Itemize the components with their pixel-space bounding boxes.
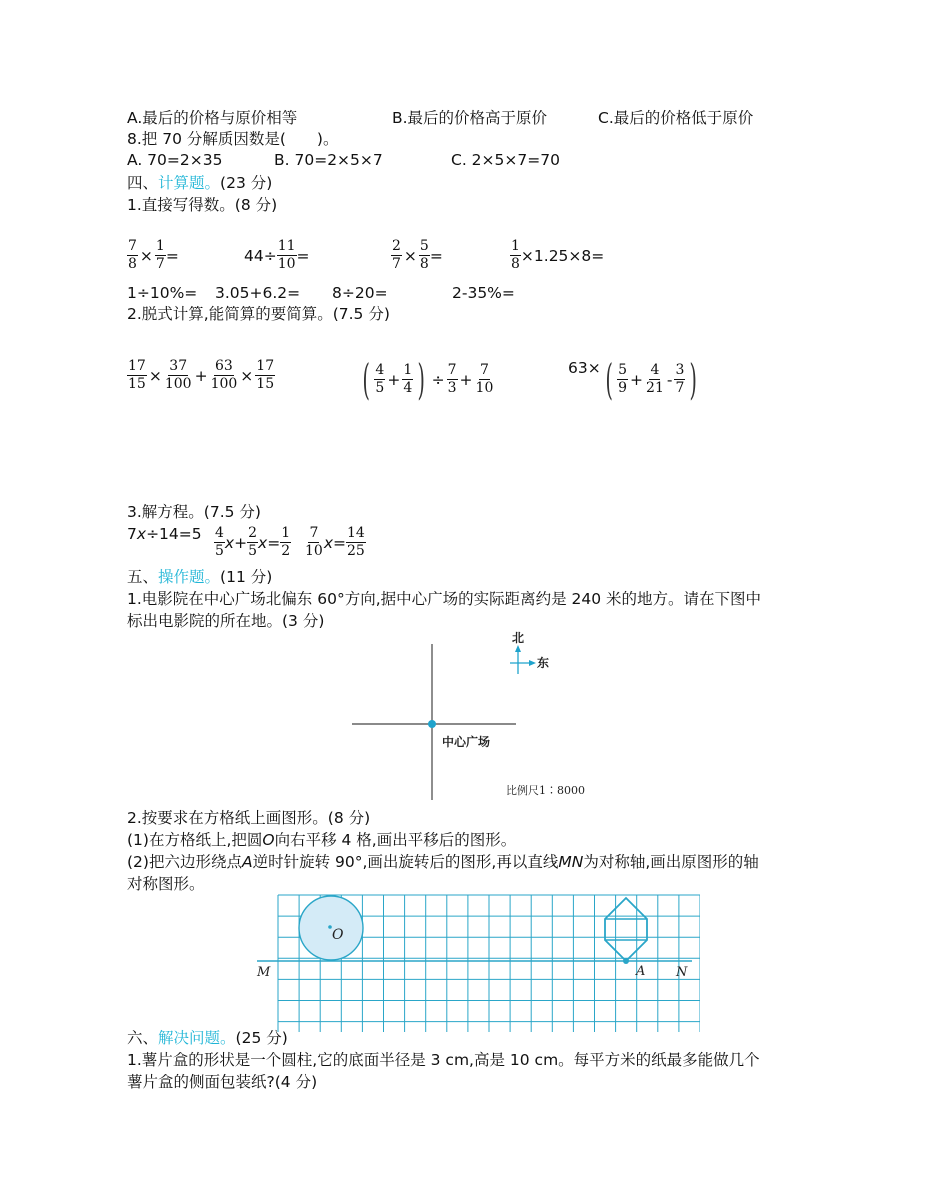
- fraction: $\frac{3}{7}$: [675, 362, 685, 396]
- section-6-heading: 六、解决问题。(25 分): [127, 1029, 288, 1047]
- s4-q1-expr-6: 3.05+6.2=: [215, 284, 301, 302]
- fraction: $\frac{4}{5}$: [375, 362, 385, 396]
- s4-q2-expr-3: 63× ( $\frac{5}{9}$ + $\frac{4}{21}$ - $\frac{3}{7}$ ): [568, 355, 698, 404]
- fraction: $\frac{4}{5}$: [215, 525, 224, 559]
- q7-option-a: A.最后的价格与原价相等: [127, 109, 298, 127]
- scale-label: 比例尺1∶8000: [506, 784, 585, 797]
- center-label: 中心广场: [442, 735, 491, 749]
- fraction: $\frac{7}{3}$: [447, 362, 457, 396]
- s4-q3-eq-3: $\frac{7}{10}$ x = $\frac{14}{25}$: [305, 525, 365, 559]
- s4-q1-title: 1.直接写得数。(8 分): [127, 196, 278, 214]
- fraction: $\frac{5}{9}$: [618, 362, 628, 396]
- section-6-title: 解决问题。: [158, 1029, 236, 1047]
- q8-option-c: C. 2×5×7=70: [451, 151, 560, 169]
- q8-question: 8.把 70 分解质因数是( )。: [127, 130, 339, 148]
- fraction: $\frac{14}{25}$: [347, 525, 365, 559]
- north-label: 北: [512, 631, 525, 645]
- s4-q2-title: 2.脱式计算,能简算的要简算。(7.5 分): [127, 305, 390, 323]
- fraction: $\frac{5}{8}$: [419, 238, 429, 272]
- q8-option-a: A. 70=2×35: [127, 151, 223, 169]
- fraction: $\frac{37}{100}$: [164, 358, 192, 392]
- s4-q1-expr-7: 8÷20=: [332, 284, 388, 302]
- s5-q2-part-2: (2)把六边形绕点A逆时针旋转 90°,画出旋转后的图形,再以直线MN为对称轴,画出原图形的轴: [127, 853, 759, 871]
- fraction: $\frac{1}{7}$: [155, 238, 165, 272]
- label-m: M: [257, 965, 271, 980]
- s4-q1-expr-3: $\frac{2}{7}$ × $\frac{5}{8}$ =: [392, 238, 443, 272]
- s6-q1-line-2: 薯片盒的侧面包装纸?(4 分): [127, 1073, 318, 1091]
- fraction: $\frac{1}{8}$: [511, 238, 520, 272]
- s6-q1-line-1: 1.薯片盒的形状是一个圆柱,它的底面半径是 3 cm,高是 10 cm。每平方米的纸最多能做几个: [127, 1051, 760, 1069]
- s4-q1-expr-5: 1÷10%=: [127, 284, 198, 302]
- fraction: $\frac{2}{5}$: [248, 525, 258, 559]
- label-o: O: [332, 927, 344, 943]
- s4-q3-eq-1: 7 x ÷14=5: [127, 525, 202, 543]
- s4-q3-eq-2: $\frac{4}{5}$ x + $\frac{2}{5}$ x = $\frac{1}{2}$: [215, 525, 291, 559]
- label-a: A: [636, 964, 646, 979]
- fraction: $\frac{1}{4}$: [403, 362, 413, 396]
- east-label: 东: [537, 656, 550, 670]
- section-4-title: 计算题。: [158, 174, 221, 192]
- s5-q2-part-1: (1)在方格纸上,把圆O向右平移 4 格,画出平移后的图形。: [127, 831, 517, 849]
- fraction: $\frac{7}{8}$: [128, 238, 137, 272]
- hexagon: [605, 898, 647, 961]
- fraction: $\frac{17}{15}$: [256, 358, 275, 392]
- square-grid: [250, 892, 700, 1032]
- q7-option-b: B.最后的价格高于原价: [392, 109, 548, 127]
- q7-option-c: C.最后的价格低于原价: [598, 109, 754, 127]
- fraction: $\frac{11}{10}$: [277, 238, 296, 272]
- fraction: $\frac{7}{10}$: [475, 362, 494, 396]
- s5-q2-title: 2.按要求在方格纸上画图形。(8 分): [127, 809, 371, 827]
- center-point: [428, 720, 436, 728]
- section-4-heading: 四、计算题。(23 分): [127, 174, 273, 192]
- s4-q1-expr-8: 2-35%=: [452, 284, 515, 302]
- section-5-title: 操作题。: [158, 568, 221, 586]
- fraction: $\frac{2}{7}$: [392, 238, 401, 272]
- s4-q1-expr-1: $\frac{7}{8}$ × $\frac{1}{7}$ =: [128, 238, 179, 272]
- section-5-heading: 五、操作题。(11 分): [127, 568, 273, 586]
- s4-q1-expr-4: $\frac{1}{8}$ ×1.25×8=: [511, 238, 605, 272]
- s4-q2-expr-1: $\frac{17}{15}$ × $\frac{37}{100}$ + $\frac{63}{100}$ × $\frac{17}{15}$: [128, 358, 275, 392]
- s4-q3-title: 3.解方程。(7.5 分): [127, 503, 261, 521]
- s5-q2-part-2-cont: 对称图形。: [127, 875, 205, 893]
- fraction: $\frac{17}{15}$: [128, 358, 146, 392]
- direction-map: [340, 628, 620, 806]
- fraction: $\frac{1}{2}$: [281, 525, 291, 559]
- fraction: $\frac{7}{10}$: [305, 525, 323, 559]
- compass-icon: [510, 645, 536, 674]
- q8-option-b: B. 70=2×5×7: [274, 151, 383, 169]
- s4-q2-expr-2: ( $\frac{4}{5}$ + $\frac{1}{4}$ ) ÷ $\frac{7}{3}$ + $\frac{7}{10}$: [362, 355, 494, 404]
- fraction: $\frac{4}{21}$: [646, 362, 664, 396]
- s5-q1-line-2: 标出电影院的所在地。(3 分): [127, 612, 325, 630]
- fraction: $\frac{63}{100}$: [210, 358, 238, 392]
- label-n: N: [676, 965, 688, 980]
- s5-q1-line-1: 1.电影院在中心广场北偏东 60°方向,据中心广场的实际距离约是 240 米的地方。请在下图中: [127, 590, 762, 608]
- s4-q1-expr-2: 44÷ $\frac{11}{10}$ =: [244, 238, 310, 272]
